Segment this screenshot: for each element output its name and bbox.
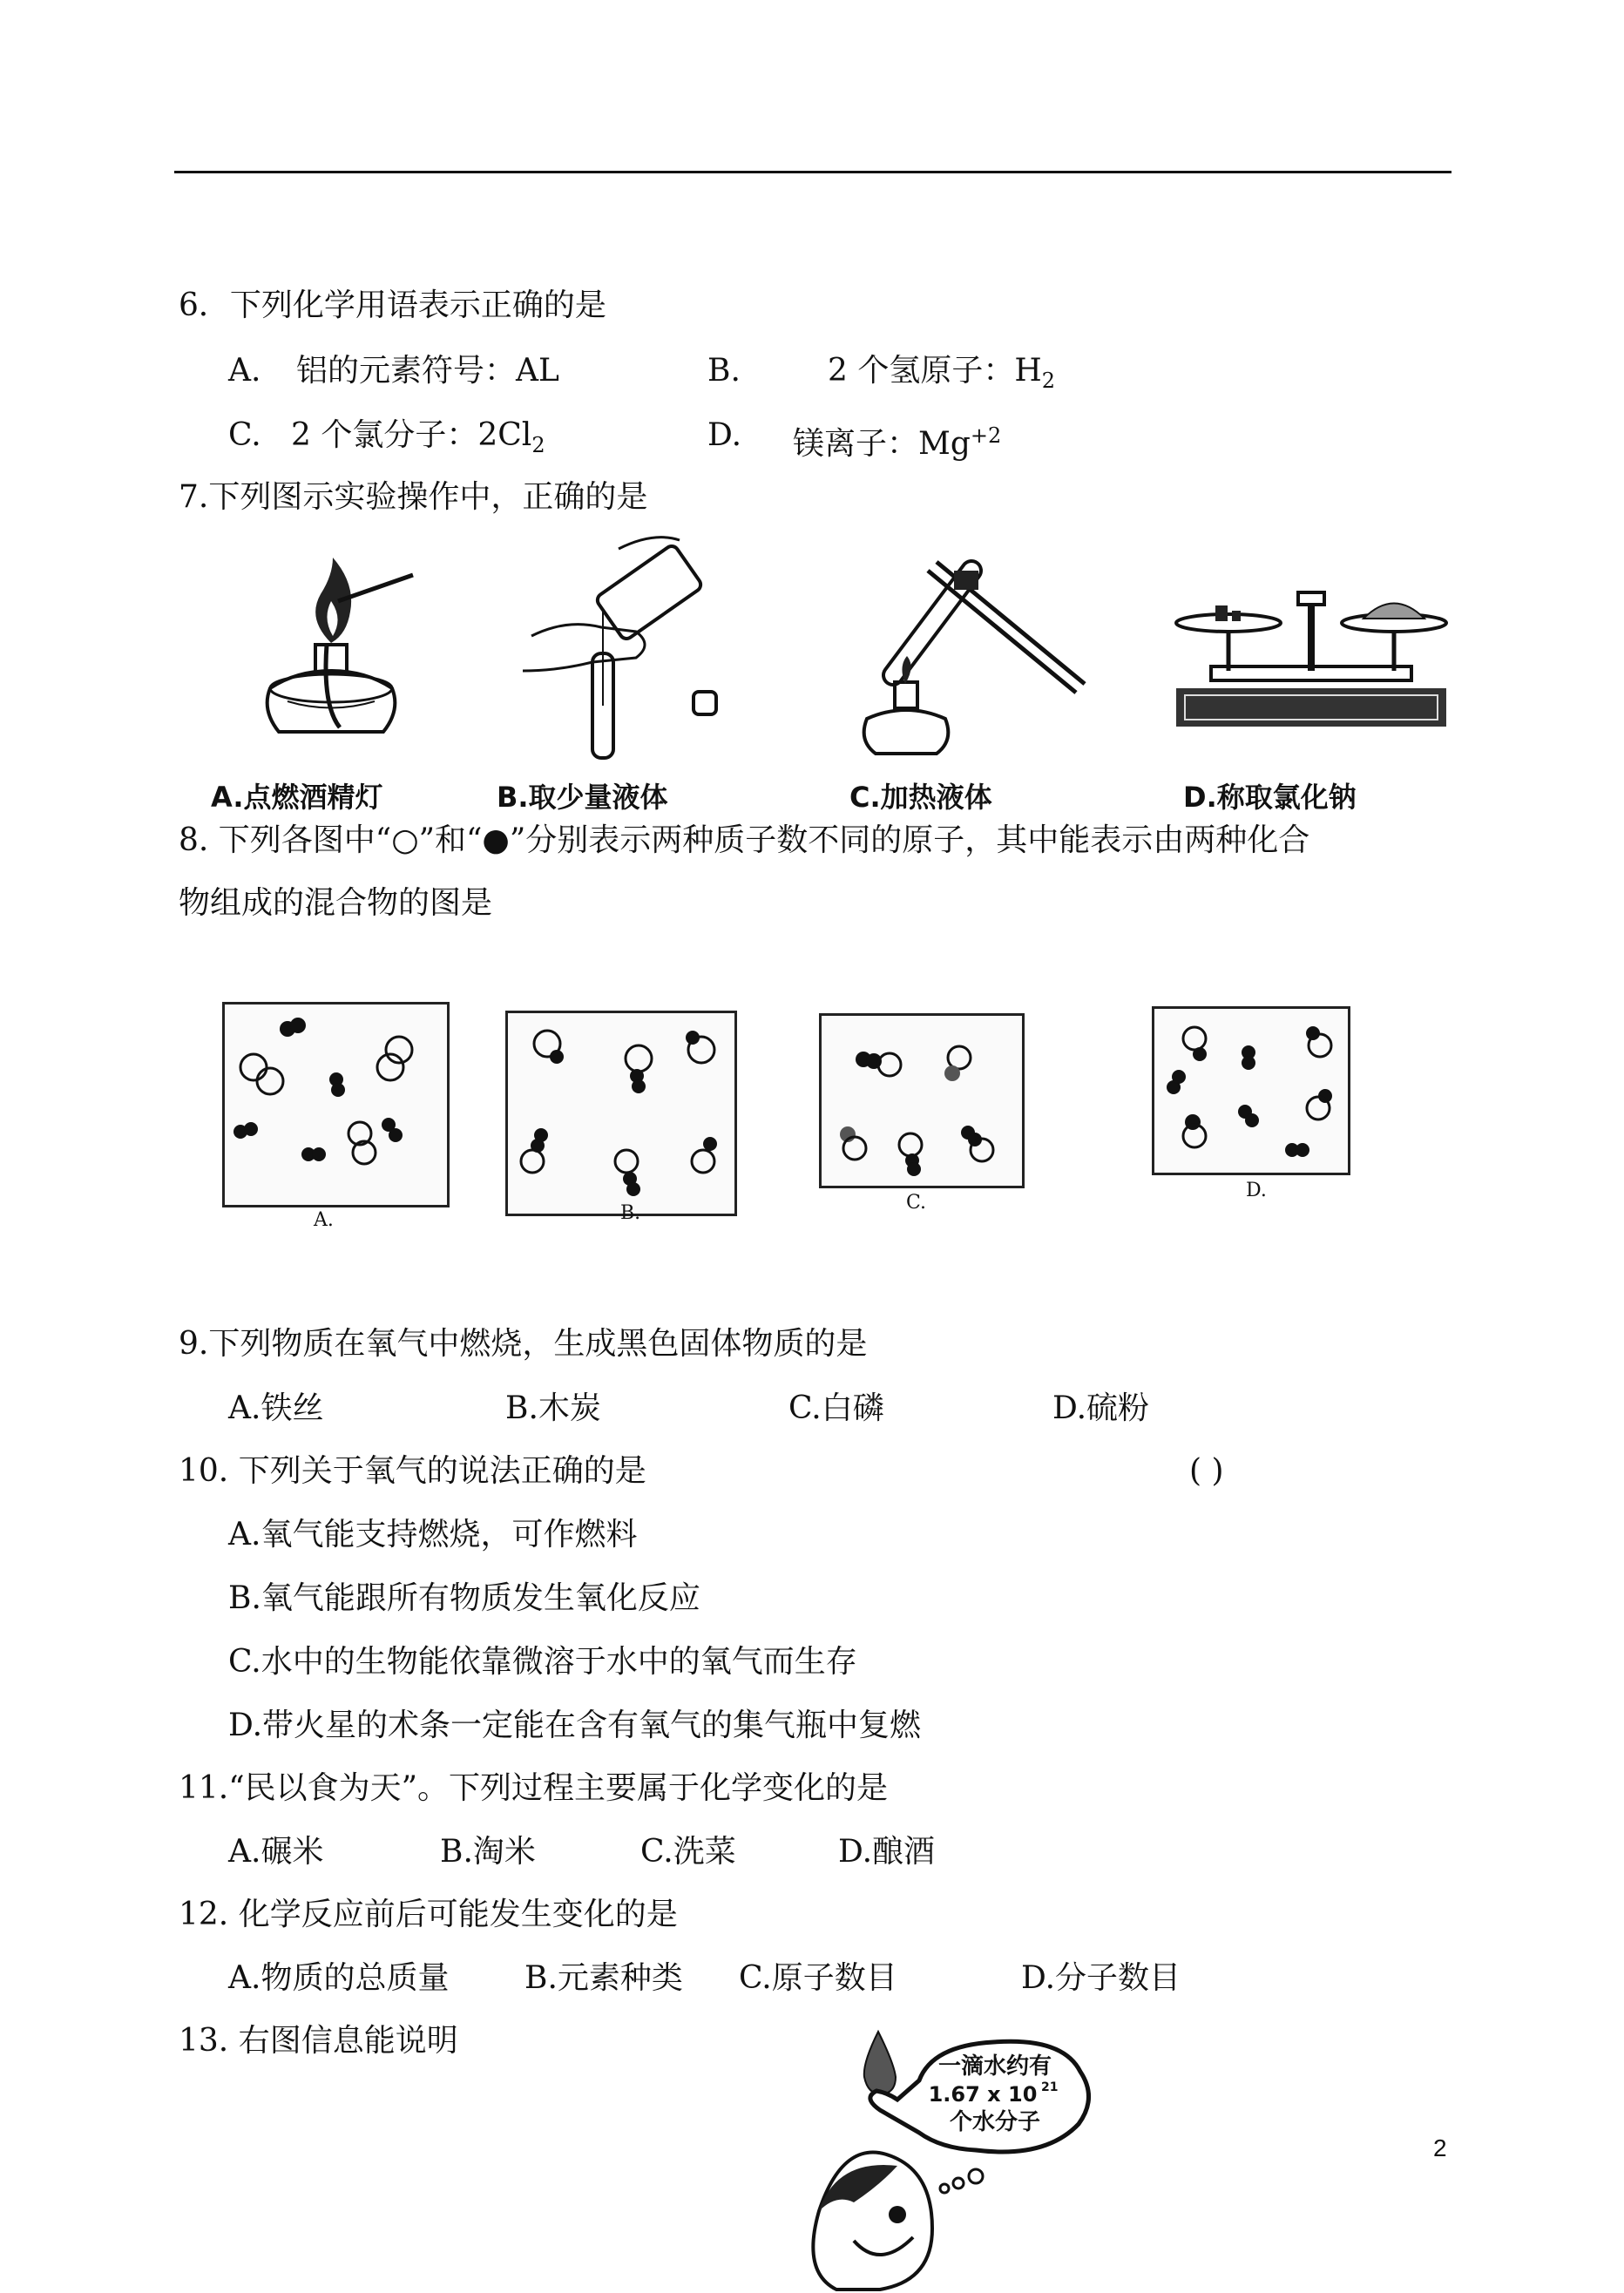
- q10-option-d: D.带火星的术条一定能在含有氧气的集气瓶中复燃: [228, 1708, 922, 1743]
- q8-box-d: [1152, 1006, 1350, 1175]
- q12-option-b: B.元素种类: [524, 1960, 683, 1996]
- q6-option-c: 2 个氯分子：$2Cl_2$: [291, 417, 545, 458]
- q7-caption-a: A.点燃酒精灯: [211, 781, 383, 814]
- q8-box-d-label: D.: [1246, 1180, 1267, 1201]
- q6-option-d-label: D.: [707, 417, 742, 453]
- q10-stem: 10. 下列关于氧气的说法正确的是: [179, 1453, 646, 1489]
- bubble-text-line3: 个水分子: [949, 2109, 1041, 2135]
- q7-stem: 7.下列图示实验操作中，正确的是: [179, 479, 648, 515]
- q10-answer-bracket: ( ): [1189, 1453, 1224, 1489]
- q10-option-c: C.水中的生物能依靠微溶于水中的氧气而生存: [228, 1644, 857, 1680]
- q10-option-a: A.氧气能支持燃烧，可作燃料: [228, 1517, 638, 1552]
- q12-stem: 12. 化学反应前后可能发生变化的是: [179, 1897, 678, 1932]
- page-number: 2: [1433, 2134, 1447, 2161]
- q9-option-b: B.木炭: [505, 1390, 601, 1426]
- alcohol-lamp-lighting-figure: [253, 558, 427, 749]
- q8-box-b: [505, 1011, 737, 1216]
- balance-weighing-figure: [1167, 584, 1455, 741]
- q12-option-c: C.原子数目: [739, 1960, 897, 1996]
- q6-option-b-label: B.: [707, 353, 741, 389]
- water-drop-cartoon-figure: [802, 2028, 1150, 2293]
- bubble-text-line2: 1.67 x 10: [928, 2082, 1038, 2107]
- q8-box-c-label: C.: [906, 1192, 927, 1214]
- q6-option-a: 铝的元素符号：AL: [296, 353, 559, 389]
- q6-option-d: 镁离子：$Mg^{+2}$: [793, 423, 1002, 462]
- q8-box-c-particles: [822, 1016, 1022, 1186]
- q8-box-b-particles: [508, 1013, 734, 1214]
- q11-option-b: B.淘米: [440, 1834, 536, 1870]
- q11-option-c: C.洗菜: [640, 1834, 736, 1870]
- q7-caption-b: B.取少量液体: [497, 781, 668, 814]
- pouring-liquid-figure: [505, 531, 732, 767]
- bubble-text-exponent: 21: [1041, 2080, 1059, 2094]
- q11-option-d: D.酿酒: [838, 1834, 936, 1870]
- q8-stem-line2: 物组成的混合物的图是: [179, 885, 493, 921]
- heating-liquid-figure: [841, 545, 1102, 762]
- q9-option-d: D.硫粉: [1052, 1390, 1150, 1426]
- q8-box-a: [222, 1002, 450, 1207]
- q8-box-d-particles: [1154, 1009, 1348, 1173]
- q8-box-a-particles: [225, 1004, 447, 1205]
- q13-stem: 13. 右图信息能说明: [179, 2023, 458, 2059]
- q9-option-c: C.白磷: [788, 1390, 884, 1426]
- q6-option-b: 2 个氢原子：$H_2$: [828, 353, 1056, 394]
- q8-box-a-label: A.: [314, 1209, 334, 1231]
- q6-stem: 6．下列化学用语表示正确的是: [179, 287, 606, 323]
- q9-option-a: A.铁丝: [228, 1390, 324, 1426]
- q11-option-a: A.碾米: [228, 1834, 324, 1870]
- q12-option-d: D.分子数目: [1021, 1960, 1181, 1996]
- q6-option-c-label: C.: [228, 417, 261, 453]
- header-rule: [174, 171, 1451, 173]
- q11-stem: 11.“民以食为天”。下列过程主要属于化学变化的是: [179, 1770, 889, 1806]
- q7-caption-d: D.称取氯化钠: [1183, 781, 1357, 814]
- q8-box-c: [819, 1013, 1025, 1188]
- q7-caption-c: C.加热液体: [849, 781, 992, 814]
- q8-box-b-label: B.: [620, 1202, 641, 1224]
- q6-option-a-label: A.: [228, 353, 261, 389]
- q9-stem: 9.下列物质在氧气中燃烧，生成黑色固体物质的是: [179, 1326, 868, 1362]
- bubble-text-line1: 一滴水约有: [937, 2053, 1052, 2080]
- q12-option-a: A.物质的总质量: [228, 1960, 450, 1996]
- q10-option-b: B.氧气能跟所有物质发生氧化反应: [228, 1580, 700, 1616]
- q8-stem-line1: 8. 下列各图中“○”和“●”分别表示两种质子数不同的原子，其中能表示由两种化合: [179, 822, 1310, 858]
